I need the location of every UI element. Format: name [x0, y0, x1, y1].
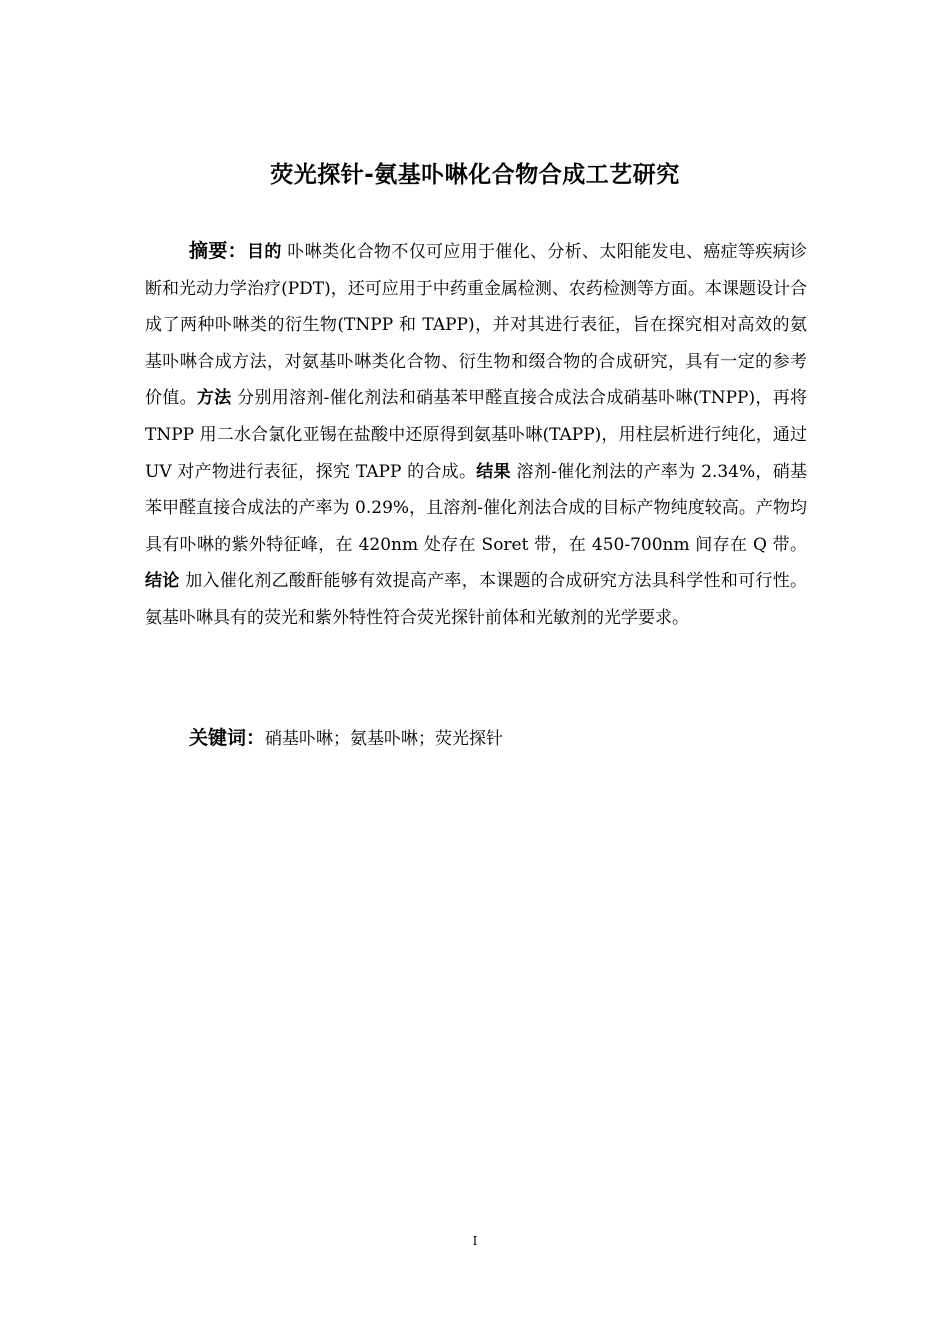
keywords-line	[189, 720, 809, 757]
abstract-paragraph	[145, 233, 807, 637]
conclusion-label: 结论	[145, 571, 180, 592]
keywords-text: 硝基卟啉；氨基卟啉；荧光探针	[265, 729, 504, 749]
page-number: I	[472, 1234, 478, 1248]
method-label: 方法	[196, 388, 232, 409]
conclusion-text: 加入催化剂乙酸酐能够有效提高产率，本课题的合成研究方法具科学性和可行性。氨基卟啉具有的荧光和紫外特性符合荧光探针前体和光敏剂的光学要求。	[145, 571, 808, 628]
keywords-label: 关键词：	[189, 727, 266, 749]
abstract-label: 摘要：	[189, 240, 247, 262]
paper-title: 荧光探针-氨基卟啉化合物合成工艺研究	[270, 162, 680, 188]
method-text: 分别用溶剂-催化剂法和硝基苯甲醛直接合成法合成硝基卟啉(TNPP)，再将 TNPP 用二水合氯化亚锡在盐酸中还原得到氨基卟啉(TAPP)，用柱层析进行纯化，通过 UV 对产物进行表征，探究 TAPP 的合成。	[145, 388, 807, 482]
result-text: 溶剂-催化剂法的产率为 2.34%，硝基苯甲醛直接合成法的产率为 0.29%，且溶剂-催化剂法合成的目标产物纯度较高。产物均具有卟啉的紫外特征峰，在 420nm 处存在 Soret 带，在 450-700nm 间存在 Q 带。	[145, 461, 807, 555]
purpose-text: 卟啉类化合物不仅可应用于催化、分析、太阳能发电、癌症等疾病诊断和光动力学治疗(PDT)，还可应用于中药重金属检测、农药检测等方面。本课题设计合成了两种卟啉类的衍生物(TNPP 和 TAPP)，并对其进行表征，旨在探究相对高效的氨基卟啉合成方法，对氨基卟啉类化合物、衍生物和缀合物的合成研究，具有一定的参考价值。	[145, 242, 807, 409]
purpose-label: 目的	[247, 242, 282, 262]
result-label: 结果	[476, 461, 511, 482]
